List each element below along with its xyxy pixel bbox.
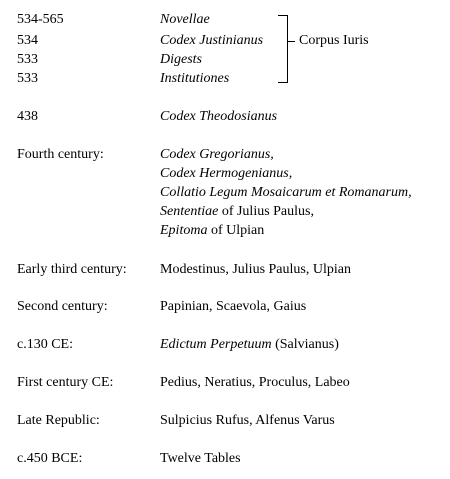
corpus-bracket-dash <box>288 41 295 42</box>
date-c130: c.130 CE: <box>17 337 73 352</box>
jurists-second: Papinian, Scaevola, Gaius <box>160 299 307 314</box>
work-codex-hermogenianus: Codex Hermogenianus, <box>160 166 293 181</box>
date-first-century: First century CE: <box>17 375 114 390</box>
work-codex-justinianus: Codex Justinianus <box>160 33 264 48</box>
corpus-iuris-label: Corpus Iuris <box>299 33 369 48</box>
work-codex-gregorianus: Codex Gregorianus, <box>160 147 274 162</box>
jurists-late-republic: Sulpicius Rufus, Alfenus Varus <box>160 413 335 428</box>
epitoma-author: of Ulpian <box>207 223 265 238</box>
date-digests: 533 <box>17 52 38 67</box>
date-novellae: 534-565 <box>17 12 64 27</box>
date-fourth-century: Fourth century: <box>17 147 104 162</box>
edictum-author: (Salvianus) <box>271 337 339 352</box>
work-twelve-tables: Twelve Tables <box>160 451 241 466</box>
edictum-title: Edictum Perpetuum <box>160 337 272 352</box>
work-edictum <box>160 336 339 354</box>
work-codex-theodosianus: Codex Theodosianus <box>160 109 278 124</box>
date-institutiones: 533 <box>17 71 38 86</box>
work-novellae: Novellae <box>160 12 210 27</box>
work-epitoma <box>160 222 264 240</box>
work-collatio: Collatio Legum Mosaicarum et Romanarum, <box>160 185 412 200</box>
corpus-bracket <box>278 15 288 83</box>
epitoma-title: Epitoma <box>160 223 208 238</box>
jurists-early-third: Modestinus, Julius Paulus, Ulpian <box>160 262 351 277</box>
jurists-first: Pedius, Neratius, Proculus, Labeo <box>160 375 350 390</box>
date-c450: c.450 BCE: <box>17 451 83 466</box>
work-sententiae <box>160 203 314 221</box>
date-late-republic: Late Republic: <box>17 413 100 428</box>
date-theodosianus: 438 <box>17 109 38 124</box>
date-second-century: Second century: <box>17 299 108 314</box>
date-early-third-century: Early third century: <box>17 262 127 277</box>
sententiae-title: Sententiae <box>160 204 219 219</box>
work-digests: Digests <box>160 52 202 67</box>
sententiae-author: of Julius Paulus, <box>218 204 314 219</box>
date-codex-justinianus: 534 <box>17 33 38 48</box>
work-institutiones: Institutiones <box>160 71 230 86</box>
